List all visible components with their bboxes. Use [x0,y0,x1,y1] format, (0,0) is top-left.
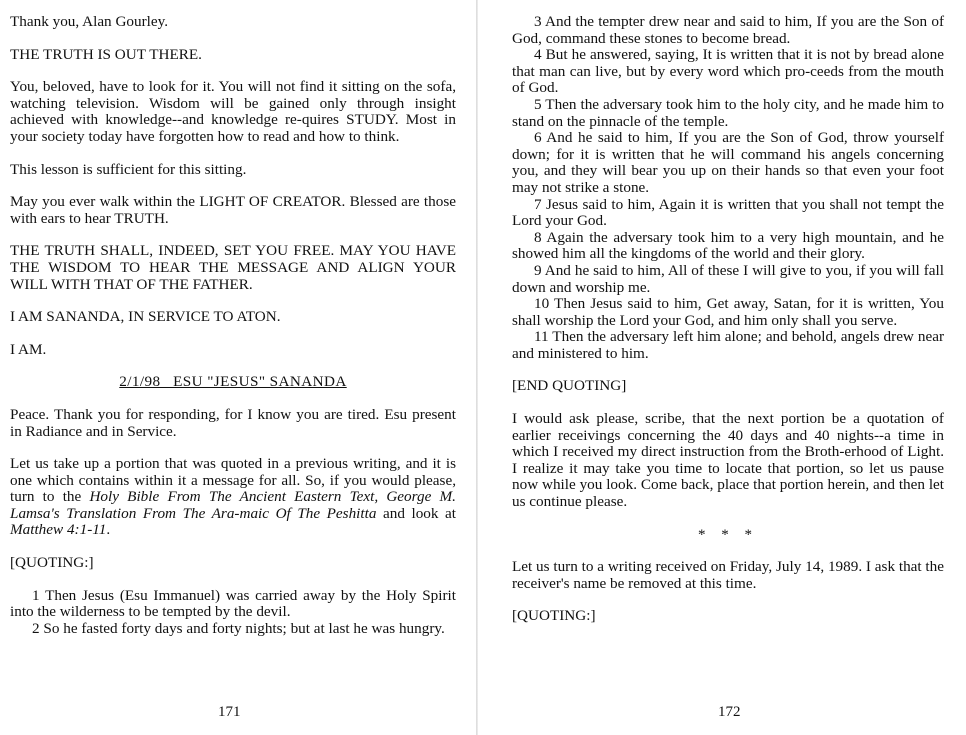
date-heading-text: 2/1/98 ESU "JESUS" SANANDA [119,373,347,391]
page-number-right: 172 [718,704,741,720]
verse-11: 11 Then the adversary left him alone; and behold, angels drew near and ministered to him. [512,328,944,362]
section-separator: * * * [698,526,758,543]
writing-paragraph: Let us turn to a writing received on Friday, July 14, 1989. I ask that the receiver's name be removed at this time. [512,558,944,592]
portion-text-end: . [106,521,111,539]
beloved-paragraph: You, beloved, have to look for it. You will not find it sitting on the sofa, watching television. Wisdom will be gained only through insight achieved with knowledge--and knowledge re-quires STUDY. Most in your society today have forgotten how to read and how to think. [10,78,456,145]
portion-text-start: Let us take up a portion that was quoted in a previous writing, and it is one which contains within it a message for all. So, if you would please, turn to the [10,455,456,506]
truth-free-paragraph: THE TRUTH SHALL, INDEED, SET YOU FREE. MAY YOU HAVE THE WISDOM TO HEAR THE MESSAGE AND ALIGN YOUR WILL WITH THAT OF THE FATHER. [10,242,456,293]
verse-8: 8 Again the adversary took him to a very high mountain, and he showed him all the kingdoms of the world and their glory. [512,228,944,263]
truth-heading: THE TRUTH IS OUT THERE. [10,45,202,63]
sananda-line: I AM SANANDA, IN SERVICE TO ATON. [10,308,281,326]
date-heading [10,374,456,391]
portion-paragraph [10,456,456,539]
scripture-reference: Matthew 4:1-11 [10,521,107,539]
request-paragraph: I would ask please, scribe, that the next portion be a quotation of earlier receivings concerning the 40 days and 40 nights--a time in which I received my direct instruction from the Broth-erhood of Light. I realize it may take you time to locate that portion, so let us pause now while you look. Come back, place that portion herein, and then let us continue please. [512,410,944,511]
book-title: Holy Bible From The Ancient Eastern Text, George M. Lamsa's Translation From The Ara-maic Of The Peshitta [10,488,456,522]
book-spine [476,0,478,735]
thanks-line: Thank you, Alan Gourley. [10,13,169,30]
verse-7: 7 Jesus said to him, Again it is written that you shall not tempt the Lord your God. [512,195,944,230]
i-am-line: I AM. [10,340,47,358]
quoting-marker-right: [QUOTING:] [512,607,596,625]
page-number-left: 171 [218,704,241,720]
left-page [0,0,476,735]
quoting-marker: [QUOTING:] [10,554,94,572]
creator-paragraph: May you ever walk within the LIGHT OF CREATOR. Blessed are those with ears to hear TRUTH. [10,193,456,227]
verse-5: 5 Then the adversary took him to the holy city, and he made him to stand on the pinnacle of the temple. [512,95,944,130]
verse-2: 2 So he fasted forty days and forty nights; but at last he was hungry. [32,619,445,637]
verse-9: 9 And he said to him, All of these I will give to you, if you will fall down and worship me. [512,261,944,296]
peace-paragraph: Peace. Thank you for responding, for I know you are tired. Esu present in Radiance and in Service. [10,405,456,440]
portion-text-mid: and look at [376,504,457,522]
verse-10: 10 Then Jesus said to him, Get away, Satan, for it is written, You shall worship the Lord your God, and him only shall you serve. [512,295,944,329]
lesson-line: This lesson is sufficient for this sitting. [10,160,247,178]
verse-3: 3 And the tempter drew near and said to him, If you are the Son of God, command these stones to become bread. [512,13,944,47]
verse-1: 1 Then Jesus (Esu Immanuel) was carried away by the Holy Spirit into the wilderness to be tempted by the devil. [10,586,456,621]
right-page [480,0,966,735]
end-quoting-marker: [END QUOTING] [512,377,627,395]
verse-6: 6 And he said to him, If you are the Son of God, throw yourself down; for it is written that he will command his angels concerning you, and they will bear you up on their hands so that even your foot may not strike a stone. [512,129,944,196]
verse-4: 4 But he answered, saying, It is written that it is not by bread alone that man can live, but by every word which pro-ceeds from the mouth of God. [512,46,944,97]
